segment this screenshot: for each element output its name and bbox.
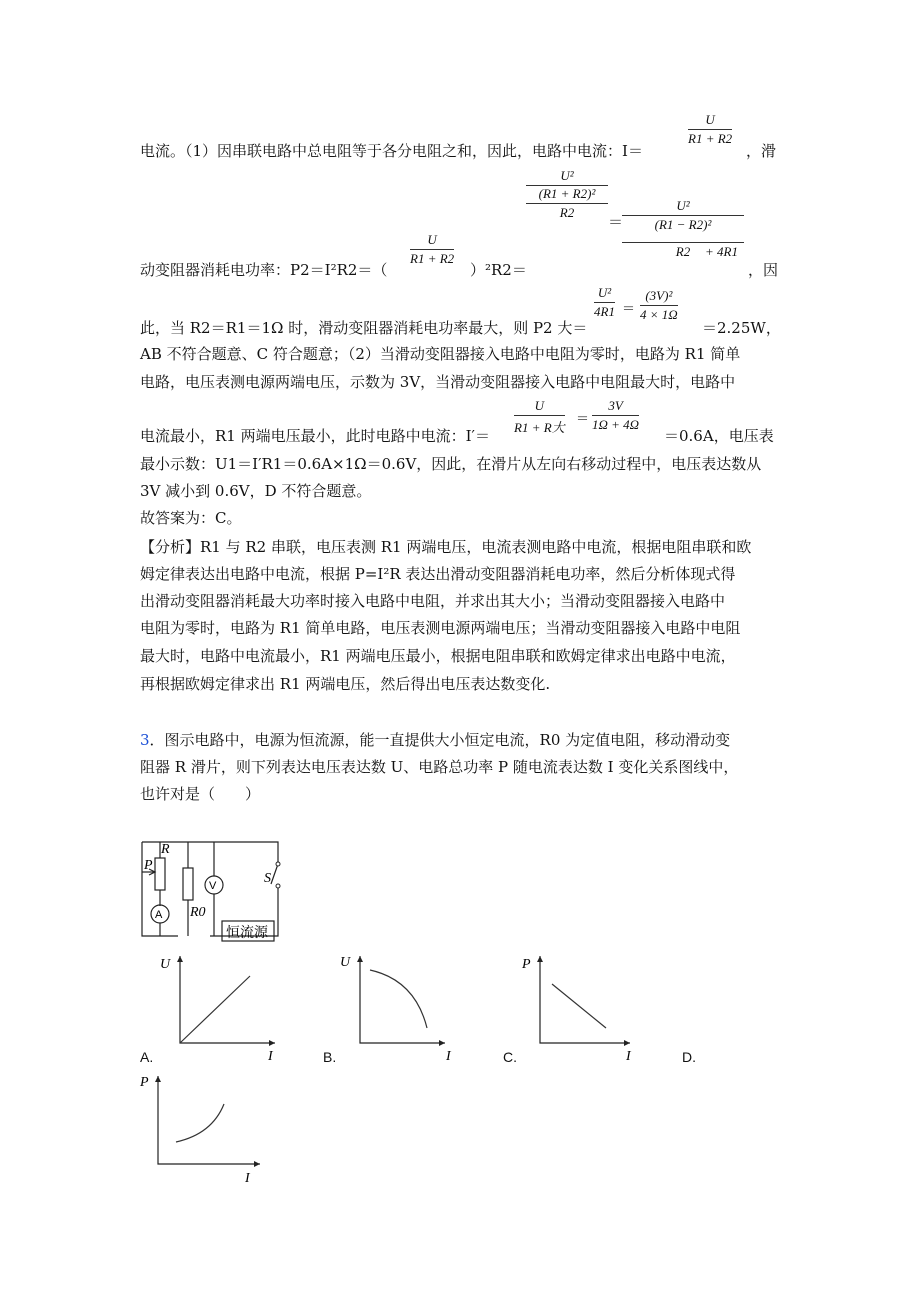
graph-a-ylabel: U [160,957,171,972]
option-b-label[interactable]: B. [323,1049,337,1065]
curve-b [370,970,427,1028]
graph-a-xlabel: I [268,1049,273,1064]
graph-d-xlabel: I [245,1171,250,1186]
solution-line-6: 电流最小，R1 两端电压最小，此时电路中电流：I′＝ [140,427,490,445]
equals: ＝ [576,412,590,427]
solution-line-2-end: ，因 [748,261,779,279]
label-R: R [161,842,170,857]
solution-line-1: 电流。（1）因串联电路中总电阻等于各分电阻之和，因此，电路中电流：I＝ [140,142,643,160]
solution-line-4: AB 不符合题意、C 符合题意；（2）当滑动变阻器接入电路中电阻为零时，电路为 R1 简单 [140,345,741,363]
question-line-2: 阻器 R 滑片，则下列表达电压表达数 U、电路总功率 P 随电流表达数 I 变化关系图线中， [140,758,739,776]
graph-c [510,952,650,1064]
formula-current: $\frac{U}{R1 + R2}$ [688,112,733,146]
solution-line-5: 电路，电压表测电源两端电压，示数为 3V，当滑动变阻器接入电路中电阻最大时，电路中 [140,373,736,391]
graph-b-ylabel: U [340,955,351,970]
formula-big-right-den: R2 [622,242,744,260]
formula-big-right: $\frac{\text{U²}}{\text{(R1 − R2)²}}$ [622,198,744,233]
graph-d [130,1072,280,1184]
analysis-line-4: 电阻为零时，电路为 R1 简单电路，电压表测电源两端电压；当滑动变阻器接入电路中电阻 [140,619,741,637]
formula-p2: $\frac{\text{(3V)²}}{4 \times 1\Omega}$ [640,288,678,322]
solution-line-3: 此，当 R2＝R1＝1Ω 时，滑动变阻器消耗电功率最大，则 P2 大＝ [140,319,588,337]
label-R0: R0 [190,905,206,920]
formula-i1: U R1 + R大 [514,398,565,435]
formula-i2: $\frac{3V}{1\Omega + 4\Omega}$ [592,398,640,432]
equals: ＝ [608,213,624,231]
question-line-1: 3．图示电路中，电源为恒流源，能一直提供大小恒定电流，R0 为定值电阻，移动滑动变 [140,731,731,749]
solution-line-7: 最小示数：U1＝I′R1＝0.6A×1Ω＝0.6V，因此，在滑片从左向右移动过程中，电压表达数从 [140,455,762,473]
solution-line-8: 3V 减小到 0.6V，D 不符合题意。 [140,482,372,500]
formula-p1: $\frac{\text{U²}}{4R1}$ [594,285,615,319]
graph-b [330,952,470,1064]
analysis-line-3: 出滑动变阻器消耗最大功率时接入电路中电阻，并求出其大小；当滑动变阻器接入电路中 [140,592,726,610]
analysis-line-2: 姆定律表达出电路中电流，根据 P=I²R 表达出滑动变阻器消耗电功率，然后分析体现式得 [140,565,736,583]
curve-c [552,984,606,1028]
solution-line-2-mid: ）²R2＝ [470,261,527,279]
equals: ＝ [622,302,636,317]
analysis-line-5: 最大时，电路中电流最小，R1 两端电压最小，根据电阻串联和欧姆定律求出电路中电流， [140,647,736,665]
label-P: P [144,858,153,873]
graph-c-ylabel: P [522,957,531,972]
graph-a [150,952,290,1064]
graph-c-xlabel: I [626,1049,631,1064]
solution-line-1-end: ，滑 [746,142,777,160]
analysis-line-1: 【分析】R1 与 R2 串联，电压表测 R1 两端电压，电流表测电路中电流，根据电阻串联和欧 [140,538,752,556]
circuit-diagram [138,838,288,944]
graph-b-xlabel: I [446,1049,451,1064]
curve-a [180,976,250,1043]
formula-big-left: U² (R1 + R2)² R2 [526,168,608,221]
analysis-line-6: 再根据欧姆定律求出 R1 两端电压，然后得出电压表达数变化. [140,675,551,693]
option-c-label[interactable]: C. [503,1049,517,1065]
ammeter-icon: A [155,909,163,921]
formula-paren: $\frac{U}{R1 + R2}$ [410,232,455,266]
curve-d [176,1104,224,1142]
answer-line: 故答案为：C。 [140,509,242,527]
source-label: 恒流源 [226,925,268,941]
solution-line-6-end: ＝0.6A，电压表 [664,427,774,445]
label-S: S [264,871,271,886]
option-d-label[interactable]: D. [682,1049,696,1065]
option-a-label[interactable]: A. [140,1049,154,1065]
question-number: 3 [140,731,150,749]
formula-plus: + 4R1 [705,244,738,259]
voltmeter-icon: V [209,880,217,892]
solution-line-2: 动变阻器消耗电功率：P2＝I²R2＝（ [140,261,388,279]
graph-d-ylabel: P [140,1075,149,1090]
solution-line-3-end: ＝2.25W， [702,319,781,337]
question-line-3: 也许对是（ ） [140,785,261,803]
